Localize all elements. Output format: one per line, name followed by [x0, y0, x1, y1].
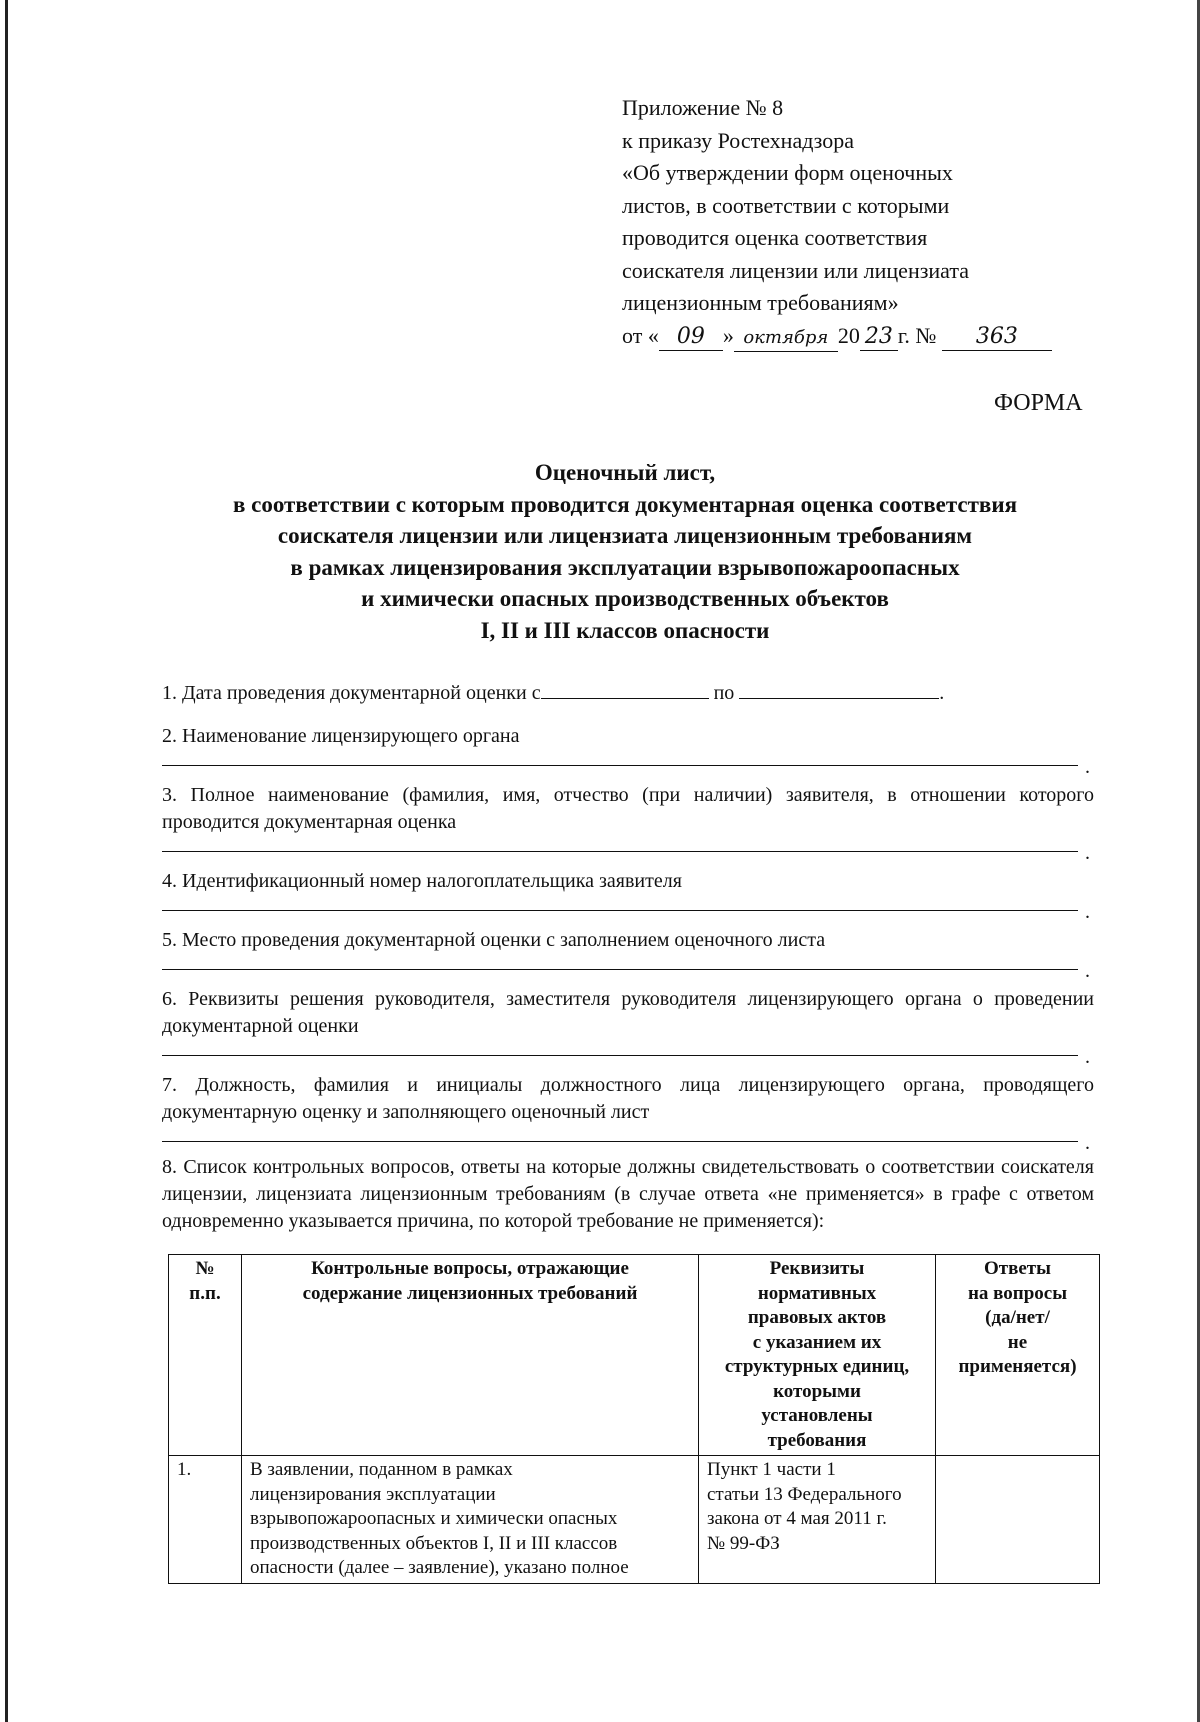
- field-5-label: 5. Место проведения документарной оценки с заполнением оценочного листа: [162, 929, 826, 951]
- appendix-line: лицензионным требованиям»: [622, 290, 899, 315]
- header-legal-references: [699, 1255, 936, 1456]
- appendix-line: к приказу Ростехнадзора: [622, 127, 854, 153]
- forma-label: ФОРМА: [994, 390, 1083, 416]
- field-6-label: 6. Реквизиты решения руководителя, заместителя руководителя лицензирующего органа о проведении документарной оценки: [162, 988, 1094, 1037]
- field-2-label: 2. Наименование лицензирующего органа: [162, 725, 520, 747]
- appendix-line: «Об утверждении форм оценочных: [622, 160, 953, 185]
- reference-text: закона от 4 мая 2011 г.: [707, 1508, 887, 1529]
- title-line: в соответствии с которым проводится документарная оценка соответствия: [232, 491, 1018, 517]
- document-title: [150, 457, 1100, 646]
- order-year-handwritten: 23: [860, 324, 898, 351]
- header-text: п.п.: [189, 1282, 221, 1304]
- scan-edge-left: [5, 0, 8, 1722]
- appendix-line: Приложение № 8: [622, 95, 784, 120]
- question-text: лицензирования эксплуатации: [250, 1483, 496, 1505]
- title-line: Оценочный лист,: [534, 460, 716, 485]
- header-text: на вопросы: [967, 1282, 1068, 1304]
- order-year-prefix: 20: [837, 322, 860, 348]
- header-text: применяется): [958, 1356, 1077, 1377]
- row-reference: [699, 1456, 936, 1584]
- header-text: №: [195, 1258, 215, 1279]
- row-answer-cell[interactable]: [936, 1456, 1100, 1584]
- header-text: с указанием их: [752, 1331, 882, 1353]
- line-end: .: [1085, 842, 1090, 864]
- table-header-row: [169, 1255, 1100, 1456]
- field-1-end: .: [939, 682, 945, 704]
- line-end: .: [1085, 960, 1090, 982]
- field-5-place: [162, 927, 1094, 982]
- field-1-to-label: по: [713, 682, 735, 704]
- date-to-blank[interactable]: [739, 678, 939, 699]
- title-line: и химически опасных производственных объектов: [361, 586, 889, 611]
- line-end: .: [1085, 756, 1090, 778]
- header-text: структурных единиц,: [724, 1356, 910, 1377]
- question-text: опасности (далее – заявление), указано полное: [250, 1557, 629, 1578]
- line-end: .: [1085, 1132, 1090, 1154]
- field-8-question-list: [162, 1154, 1094, 1235]
- appendix-line: соискателя лицензии или лицензиата: [622, 257, 970, 283]
- field-7-fill-line[interactable]: [162, 1132, 1090, 1154]
- field-4-inn: [162, 868, 1094, 923]
- order-day-handwritten: 09: [659, 324, 723, 351]
- appendix-line: листов, в соответствии с которыми: [622, 192, 950, 218]
- field-5-fill-line[interactable]: [162, 960, 1090, 982]
- appendix-line: проводится оценка соответствия: [622, 225, 928, 250]
- field-1-label: 1. Дата проведения документарной оценки с: [162, 682, 541, 704]
- row-question: [242, 1456, 699, 1584]
- field-4-fill-line[interactable]: [162, 901, 1090, 923]
- field-3-applicant-name: [162, 782, 1094, 864]
- header-text: Контрольные вопросы, отражающие: [311, 1258, 629, 1279]
- field-2-licensing-authority: [162, 723, 1094, 778]
- order-number-label: г. №: [897, 322, 937, 348]
- header-text: Реквизиты: [769, 1258, 865, 1279]
- header-questions: [242, 1255, 699, 1456]
- title-line: в рамках лицензирования эксплуатации взрывопожароопасных: [290, 554, 960, 580]
- date-from-blank[interactable]: [541, 678, 709, 699]
- line-end: .: [1085, 1046, 1090, 1068]
- appendix-block: [622, 92, 1102, 352]
- questions-table: [168, 1254, 1100, 1584]
- question-text: В заявлении, поданном в рамках: [250, 1459, 513, 1480]
- order-date-line: [622, 320, 1102, 353]
- form-fields: [162, 678, 1094, 1245]
- header-text: Ответы: [984, 1258, 1051, 1279]
- header-text: содержание лицензионных требований: [302, 1282, 638, 1304]
- reference-text: Пункт 1 части 1: [707, 1459, 836, 1480]
- header-text: которыми: [773, 1380, 861, 1402]
- header-text: требования: [767, 1429, 867, 1451]
- field-2-fill-line[interactable]: [162, 756, 1090, 778]
- header-text: правовых актов: [747, 1307, 887, 1328]
- field-1-date-range: [162, 678, 1094, 707]
- order-number-handwritten: 363: [942, 324, 1052, 351]
- question-text: производственных объектов I, II и III классов: [250, 1532, 618, 1554]
- field-6-fill-line[interactable]: [162, 1046, 1090, 1068]
- header-answers: [936, 1255, 1100, 1456]
- table-row: [169, 1456, 1100, 1584]
- header-number: [169, 1255, 242, 1456]
- header-text: (да/нет/: [985, 1307, 1050, 1328]
- field-3-label: 3. Полное наименование (фамилия, имя, отчество (при наличии) заявителя, в отношении которого проводится документарная оценка: [162, 784, 1094, 833]
- field-7-label: 7. Должность, фамилия и инициалы должностного лица лицензирующего органа, проводящего документарную оценку и заполняющего оценочный лист: [162, 1074, 1094, 1123]
- order-month-handwritten: октября: [734, 325, 838, 352]
- field-4-label: 4. Идентификационный номер налогоплательщика заявителя: [162, 870, 682, 892]
- title-line: I, II и III классов опасности: [480, 617, 770, 643]
- field-3-fill-line[interactable]: [162, 842, 1090, 864]
- reference-text: статьи 13 Федерального: [707, 1483, 902, 1505]
- question-text: взрывопожароопасных и химически опасных: [250, 1508, 618, 1529]
- reference-text: № 99-ФЗ: [707, 1532, 780, 1554]
- line-end: .: [1085, 901, 1090, 923]
- field-7-official: [162, 1072, 1094, 1154]
- header-text: нормативных: [757, 1282, 877, 1304]
- order-prefix: от «: [622, 322, 659, 348]
- header-text: установлены: [761, 1405, 873, 1426]
- field-8-label: 8. Список контрольных вопросов, ответы на которые должны свидетельствовать о соответствии соискателя лицензии, лицензиата лицензионным требованиям (в случае ответа «не применяется» в графе с ответом одновременно указывается причина, по которой требование не применяется):: [162, 1156, 1094, 1232]
- order-mid: »: [722, 322, 734, 348]
- header-text: не: [1007, 1331, 1028, 1353]
- row-number: 1.: [169, 1456, 242, 1584]
- title-line: соискателя лицензии или лицензиата лицензионным требованиям: [277, 523, 973, 548]
- field-6-decision-details: [162, 986, 1094, 1068]
